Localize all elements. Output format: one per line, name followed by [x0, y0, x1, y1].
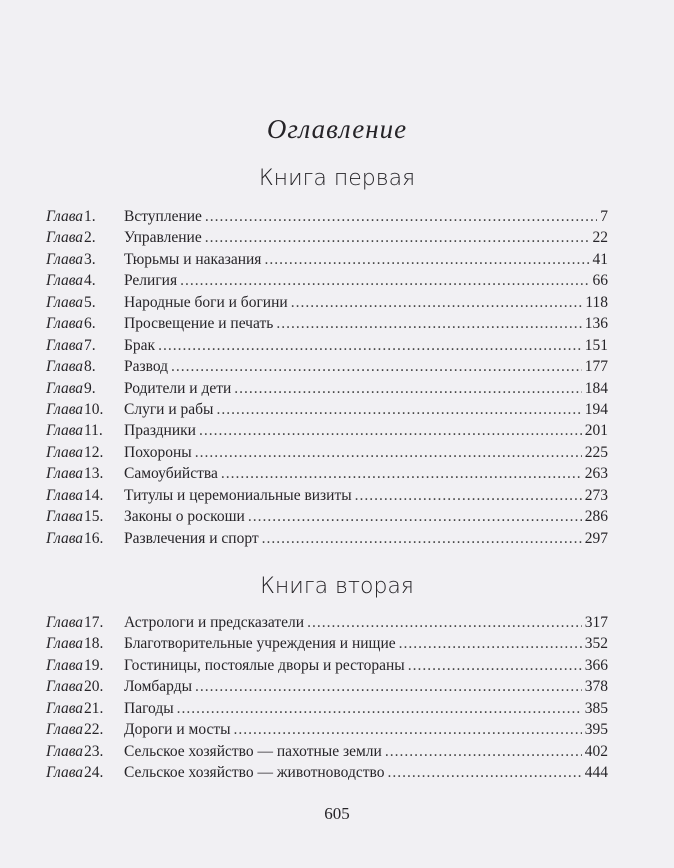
- toc-entry[interactable]: [46, 721, 608, 742]
- dot-leader: [276, 315, 581, 333]
- chapter-prefix: Глава: [46, 721, 84, 739]
- dot-leader: [262, 530, 582, 548]
- chapter-page: 151: [584, 336, 608, 354]
- chapter-number: 13.: [84, 465, 104, 483]
- chapter-page: 317: [584, 614, 608, 631]
- chapter-number: 5.: [84, 293, 96, 311]
- chapter-prefix: Глава: [46, 293, 84, 311]
- chapter-prefix: Глава: [46, 443, 84, 461]
- chapter-title: Похороны: [124, 443, 192, 461]
- chapter-page: 136: [584, 315, 608, 333]
- toc-entry[interactable]: [46, 465, 608, 486]
- chapter-number: 20.: [84, 678, 104, 696]
- chapter-number: 1.: [84, 208, 96, 225]
- dot-leader: [195, 444, 582, 462]
- toc-entry[interactable]: [46, 487, 608, 508]
- chapter-number: 9.: [84, 379, 96, 397]
- chapter-prefix: Глава: [46, 400, 84, 418]
- chapter-prefix: Глава: [46, 379, 84, 397]
- chapter-title: Управление: [124, 229, 202, 247]
- chapter-prefix: Глава: [46, 250, 84, 268]
- chapter-title: Вступление: [124, 208, 202, 225]
- chapter-page: 41: [592, 250, 608, 268]
- chapter-page: 66: [592, 272, 608, 290]
- chapter-page: 385: [584, 699, 608, 717]
- chapter-number: 6.: [84, 315, 96, 333]
- chapter-title: Просвещение и печать: [124, 315, 274, 333]
- chapter-title: Титулы и церемониальные визиты: [124, 486, 352, 504]
- page-number: 605: [324, 804, 350, 823]
- dot-leader: [248, 508, 582, 526]
- chapter-number: 23.: [84, 742, 104, 760]
- dot-leader: [291, 294, 583, 312]
- toc-entry[interactable]: [46, 380, 608, 401]
- chapter-prefix: Глава: [46, 699, 84, 717]
- dot-leader: [234, 721, 582, 739]
- chapter-prefix: Глава: [46, 229, 84, 247]
- chapter-prefix: Глава: [46, 656, 84, 674]
- chapter-prefix: Глава: [46, 614, 84, 631]
- chapter-number: 18.: [84, 635, 104, 653]
- chapter-title: Развлечения и спорт: [124, 529, 259, 547]
- chapter-number: 8.: [84, 358, 96, 376]
- chapter-number: 2.: [84, 229, 96, 247]
- chapter-title: Народные боги и богини: [124, 293, 288, 311]
- toc-entry[interactable]: [46, 635, 608, 656]
- chapter-number: 15.: [84, 508, 104, 526]
- chapter-number: 7.: [84, 336, 96, 354]
- chapter-number: 22.: [84, 721, 104, 739]
- chapter-page: 201: [584, 422, 608, 440]
- toc-entry[interactable]: [46, 272, 608, 293]
- dot-leader: [199, 422, 582, 440]
- dot-leader: [408, 657, 582, 675]
- dot-leader: [205, 229, 590, 247]
- chapter-page: 378: [584, 678, 608, 696]
- chapter-page: 297: [584, 529, 608, 547]
- chapter-page: 225: [584, 443, 608, 461]
- chapter-page: 273: [584, 486, 608, 504]
- dot-leader: [399, 635, 582, 653]
- chapter-title: Развод: [124, 358, 169, 376]
- dot-leader: [216, 401, 581, 419]
- toc-entry[interactable]: [46, 251, 608, 272]
- toc-book-2: [46, 614, 608, 786]
- chapter-prefix: Глава: [46, 529, 84, 547]
- chapter-page: 366: [584, 656, 608, 674]
- chapter-page: 118: [585, 293, 608, 311]
- toc-entry[interactable]: [46, 764, 608, 785]
- page-title: Оглавление: [266, 114, 408, 144]
- chapter-page: 444: [584, 764, 608, 782]
- toc-entry[interactable]: [46, 401, 608, 422]
- chapter-title: Гостиницы, постоялые дворы и рестораны: [124, 656, 405, 674]
- toc-entry[interactable]: [46, 294, 608, 315]
- chapter-page: 177: [584, 358, 608, 376]
- chapter-title: Брак: [124, 336, 156, 354]
- chapter-title: Тюрьмы и наказания: [124, 250, 262, 268]
- chapter-prefix: Глава: [46, 358, 84, 376]
- toc-entry[interactable]: [46, 614, 608, 635]
- dot-leader: [158, 337, 582, 355]
- chapter-title: Слуги и рабы: [124, 400, 214, 418]
- chapter-number: 19.: [84, 656, 104, 674]
- chapter-title: Самоубийства: [124, 465, 218, 483]
- book-heading: Книга вторая: [260, 574, 414, 599]
- chapter-title: Астрологи и предсказатели: [124, 614, 305, 631]
- dot-leader: [180, 272, 589, 290]
- toc-entry[interactable]: [46, 743, 608, 764]
- chapter-prefix: Глава: [46, 678, 84, 696]
- chapter-title: Сельское хозяйство — животноводство: [124, 764, 385, 782]
- toc-book-1: [46, 208, 608, 551]
- chapter-prefix: Глава: [46, 272, 84, 290]
- dot-leader: [264, 251, 589, 269]
- chapter-number: 17.: [84, 614, 104, 631]
- dot-leader: [385, 743, 582, 761]
- chapter-prefix: Глава: [46, 315, 84, 333]
- dot-leader: [307, 614, 582, 632]
- dot-leader: [205, 208, 597, 226]
- chapter-prefix: Глава: [46, 764, 84, 782]
- chapter-number: 16.: [84, 529, 104, 547]
- chapter-prefix: Глава: [46, 422, 84, 440]
- chapter-page: 352: [584, 635, 608, 653]
- chapter-title: Родители и дети: [124, 379, 232, 397]
- chapter-prefix: Глава: [46, 465, 84, 483]
- toc-entry[interactable]: [46, 657, 608, 678]
- chapter-prefix: Глава: [46, 336, 84, 354]
- chapter-number: 21.: [84, 699, 104, 717]
- toc-entry[interactable]: [46, 315, 608, 336]
- chapter-title: Пагоды: [124, 699, 174, 717]
- chapter-prefix: Глава: [46, 208, 84, 225]
- toc-entry[interactable]: [46, 358, 608, 379]
- chapter-title: Праздники: [124, 422, 196, 440]
- chapter-page: 395: [584, 721, 608, 739]
- book-heading: Книга первая: [258, 166, 416, 191]
- chapter-number: 10.: [84, 400, 104, 418]
- chapter-page: 22: [592, 229, 608, 247]
- chapter-number: 3.: [84, 250, 96, 268]
- toc-entry[interactable]: [46, 444, 608, 465]
- chapter-title: Законы о роскоши: [124, 508, 245, 526]
- toc-entry[interactable]: [46, 229, 608, 250]
- chapter-title: Религия: [124, 272, 178, 290]
- chapter-number: 4.: [84, 272, 96, 290]
- chapter-number: 12.: [84, 443, 104, 461]
- chapter-prefix: Глава: [46, 508, 84, 526]
- dot-leader: [221, 465, 582, 483]
- toc-entry[interactable]: [46, 337, 608, 358]
- chapter-title: Ломбарды: [124, 678, 193, 696]
- chapter-prefix: Глава: [46, 742, 84, 760]
- chapter-number: 24.: [84, 764, 104, 782]
- chapter-page: 194: [584, 400, 608, 418]
- toc-entry[interactable]: [46, 700, 608, 721]
- dot-leader: [387, 764, 581, 782]
- toc-entry[interactable]: [46, 208, 608, 229]
- chapter-prefix: Глава: [46, 486, 84, 504]
- chapter-page: 263: [584, 465, 608, 483]
- chapter-page: 184: [584, 379, 608, 397]
- toc-entry[interactable]: [46, 422, 608, 443]
- dot-leader: [355, 487, 582, 505]
- chapter-title: Сельское хозяйство — пахотные земли: [124, 742, 382, 760]
- chapter-prefix: Глава: [46, 635, 84, 653]
- dot-leader: [195, 678, 582, 696]
- dot-leader: [234, 380, 581, 398]
- chapter-title: Дороги и мосты: [124, 721, 231, 739]
- chapter-title: Благотворительные учреждения и нищие: [124, 635, 396, 653]
- chapter-page: 402: [584, 742, 608, 760]
- dot-leader: [177, 700, 582, 718]
- toc-entry[interactable]: [46, 530, 608, 551]
- toc-entry[interactable]: [46, 678, 608, 699]
- chapter-page: 286: [584, 508, 608, 526]
- toc-entry[interactable]: [46, 508, 608, 529]
- chapter-number: 11.: [84, 422, 103, 440]
- chapter-page: 7: [600, 208, 608, 225]
- chapter-number: 14.: [84, 486, 104, 504]
- dot-leader: [171, 358, 582, 376]
